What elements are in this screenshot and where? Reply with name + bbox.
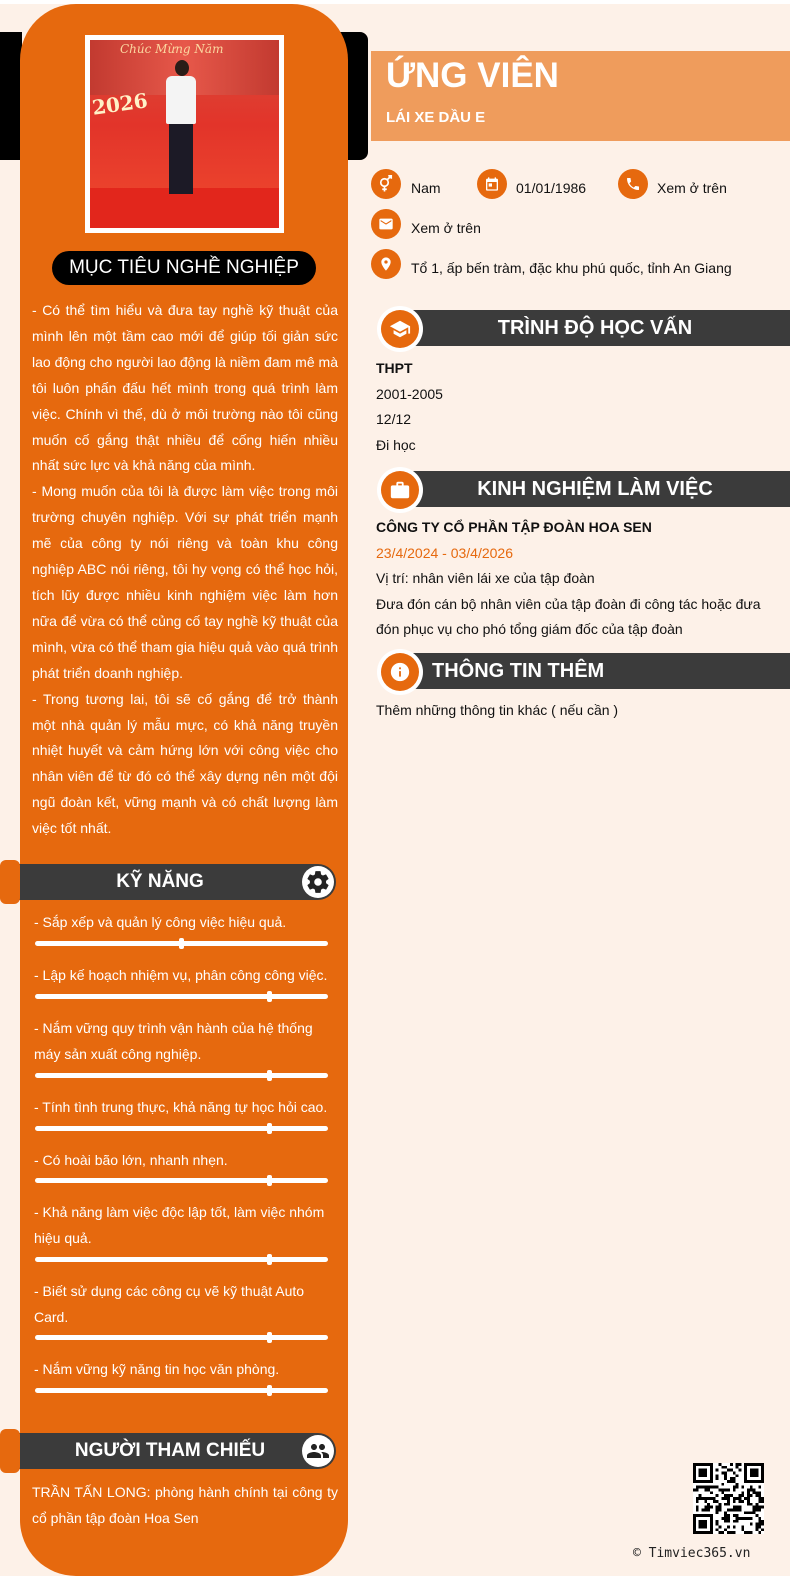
skill-level-thumb bbox=[267, 1070, 272, 1081]
skill-label: - Khả năng làm việc độc lập tốt, làm việc nhóm hiệu quả. bbox=[34, 1204, 325, 1246]
skill-level-thumb bbox=[267, 991, 272, 1002]
photo-banner-text: Chúc Mừng Năm bbox=[120, 42, 224, 56]
job-title: LÁI XE DẦU E bbox=[386, 109, 486, 126]
objective-paragraph: - Có thể tìm hiểu và đưa tay nghề kỹ thuật của mình lên một tầm cao mới để giúp tối giản sức lao động cho người lao động là niềm đam mê mà tôi luôn phấn đấu hết mình trong quá trình làm việc. Chính vì thế, dù ở môi trường nào tôi cũng muốn cố gắng thật nhiều để cống hiến nhiều nhất sức lực và khả năng của mình. bbox=[32, 302, 338, 474]
education-school: THPT bbox=[376, 360, 413, 376]
skill-level-thumb bbox=[179, 938, 184, 949]
experience-company: CÔNG TY CỔ PHẦN TẬP ĐOÀN HOA SEN bbox=[376, 519, 652, 535]
skill-level-thumb bbox=[267, 1385, 272, 1396]
skill-level-bar bbox=[35, 994, 328, 999]
qr-code bbox=[693, 1463, 764, 1534]
education-status: Đi học bbox=[376, 436, 416, 453]
additional-text: Thêm những thông tin khác ( nếu cần ) bbox=[376, 702, 619, 718]
additional-title: THÔNG TIN THÊM bbox=[400, 653, 790, 689]
birthday-value: 01/01/1986 bbox=[516, 180, 587, 196]
skill-level-bar bbox=[35, 1073, 328, 1078]
people-icon bbox=[302, 1435, 334, 1467]
skill-level-bar bbox=[35, 1388, 328, 1393]
skill-level-bar bbox=[35, 1178, 328, 1183]
skill-level-thumb bbox=[267, 1123, 272, 1134]
sidebar bbox=[20, 4, 348, 1576]
skills-header bbox=[10, 864, 336, 900]
gender-value: Nam bbox=[411, 180, 441, 196]
skills-title: KỸ NĂNG bbox=[116, 871, 204, 892]
briefcase-icon bbox=[381, 471, 419, 509]
gender-icon bbox=[371, 169, 401, 199]
gear-icon bbox=[302, 866, 334, 898]
photo-year-text: 2026 bbox=[90, 88, 150, 120]
candidate-name: ỨNG VIÊN bbox=[386, 56, 559, 95]
experience-period: 23/4/2024 - 03/4/2026 bbox=[376, 544, 514, 561]
experience-description: Đưa đón cán bộ nhân viên của tập đoàn đi công tác hoặc đưa đón phục vụ cho phó tổng giám đốc của tập đoàn bbox=[376, 595, 761, 638]
education-grade: 12/12 bbox=[376, 411, 412, 428]
education-period: 2001-2005 bbox=[376, 385, 443, 402]
skill-label: - Tính tình trung thực, khả năng tự học hỏi cao. bbox=[34, 1099, 328, 1115]
info-icon bbox=[381, 653, 419, 691]
phone-icon bbox=[618, 169, 648, 199]
skill-level-bar bbox=[35, 1335, 328, 1340]
skill-label: - Nắm vững kỹ năng tin học văn phòng. bbox=[34, 1361, 280, 1377]
skill-level-bar bbox=[35, 1257, 328, 1262]
skill-level-bar bbox=[35, 1126, 328, 1131]
references-header bbox=[10, 1433, 336, 1469]
references-title: NGƯỜI THAM CHIẾU bbox=[74, 1440, 266, 1461]
name-header bbox=[371, 51, 790, 141]
avatar bbox=[85, 35, 284, 233]
skill-level-bar bbox=[35, 941, 328, 946]
objective-text bbox=[32, 298, 338, 842]
objective-paragraph: - Trong tương lai, tôi sẽ cố gắng để trở thành một nhà quản lý mẫu mực, có khả năng truyền nhiệt huyết và cảm hứng lớn với công việc cho nhân viên để từ đó có thể xây dựng nên một đội ngũ đoàn kết, vững mạnh và có chất lượng làm việc tốt nhất. bbox=[32, 690, 338, 837]
cv-page bbox=[0, 4, 790, 1576]
email-icon bbox=[371, 209, 401, 239]
experience-section-icon bbox=[377, 467, 423, 513]
objective-title: MỤC TIÊU NGHỀ NGHIỆP bbox=[52, 251, 316, 285]
phone-value: Xem ở trên bbox=[657, 180, 727, 196]
skill-label: - Sắp xếp và quản lý công việc hiệu quả. bbox=[34, 914, 287, 930]
graduation-cap-icon bbox=[381, 310, 419, 348]
education-title: TRÌNH ĐỘ HỌC VẤN bbox=[400, 310, 790, 346]
experience-content bbox=[376, 515, 776, 643]
watermark: © Timviec365.vn bbox=[633, 1546, 751, 1561]
skill-label: - Có hoài bão lớn, nhanh nhẹn. bbox=[34, 1152, 228, 1168]
experience-title: KINH NGHIỆM LÀM VIỆC bbox=[400, 471, 790, 507]
location-icon bbox=[371, 249, 401, 279]
skill-level-thumb bbox=[267, 1254, 272, 1265]
decorative-tab-left bbox=[0, 32, 22, 160]
address-value: Tổ 1, ấp bến tràm, đặc khu phú quốc, tỉnh An Giang bbox=[411, 260, 732, 276]
references-text: TRẦN TẤN LONG: phòng hành chính tại công ty cổ phần tập đoàn Hoa Sen bbox=[32, 1484, 338, 1526]
skill-label: - Lập kế hoạch nhiệm vụ, phân công công việc. bbox=[34, 967, 328, 983]
education-content bbox=[376, 356, 443, 458]
email-value: Xem ở trên bbox=[411, 220, 481, 236]
skill-label: - Nắm vững quy trình vận hành của hệ thống máy sản xuất công nghiệp. bbox=[34, 1020, 313, 1062]
objective-paragraph: - Mong muốn của tôi là được làm việc trong môi trường chuyên nghiệp. Với sự phát triển mạnh mẽ của công ty nói riêng và toàn khu công nghiệp ABC nói riêng, tôi hy vọng có thể học hỏi, tích lũy được nhiều kinh nghiệm việc làm hơn nữa để vừa có thể củng cố tay nghề kỹ thuật của mình, vừa có thể tham gia hiệu quả vào quá trình phát triển doanh nghiệp. bbox=[32, 483, 338, 681]
additional-section-icon bbox=[377, 649, 423, 695]
calendar-icon bbox=[477, 169, 507, 199]
education-section-icon bbox=[377, 306, 423, 352]
skill-level-thumb bbox=[267, 1332, 272, 1343]
experience-position: Vị trí: nhân viên lái xe của tập đoàn bbox=[376, 570, 595, 587]
skill-label: - Biết sử dụng các công cụ vẽ kỹ thuật Auto Card. bbox=[34, 1283, 305, 1325]
skill-level-thumb bbox=[267, 1175, 272, 1186]
